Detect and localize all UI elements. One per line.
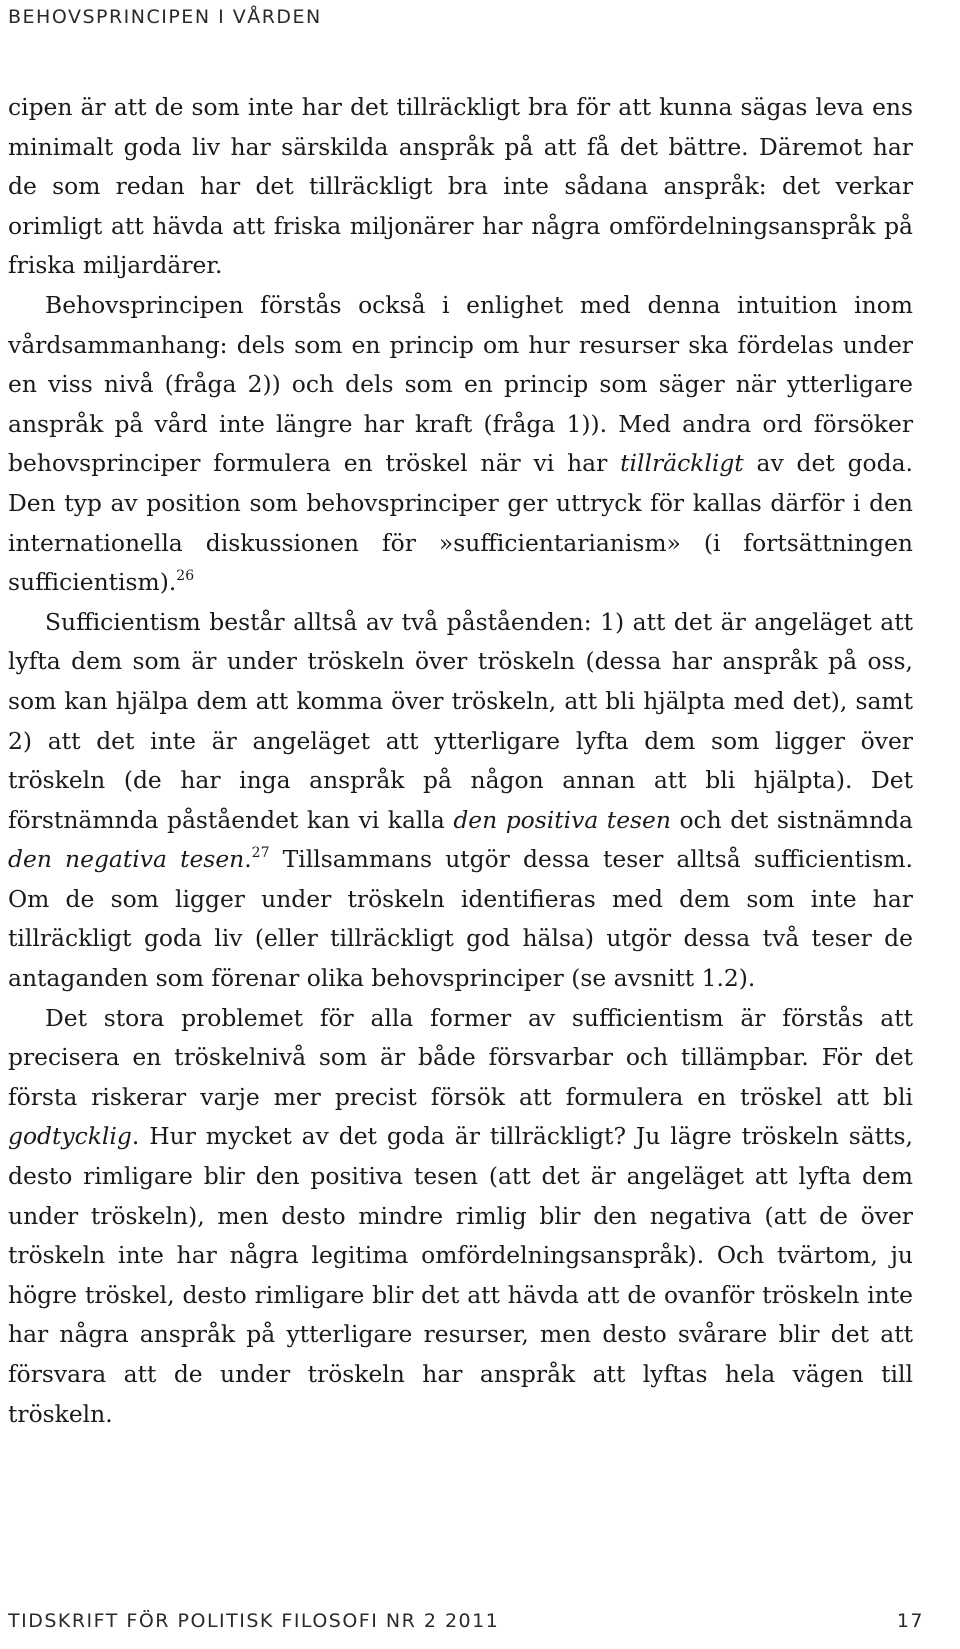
text-span: Tillsammans utgör dessa teser alltså sufficientism. Om de som ligger under tröskeln identifieras med dem som inte har tillräckligt goda liv (eller tillräckligt god hälsa) utgör dessa två teser de antaganden som förenar olika behovsprinciper (se avsnitt 1.2).: [8, 845, 913, 993]
text-span: Det stora problemet för alla former av sufficientism är förstås att precisera en tröskelnivå som är både försvarbar och tillämpbar. För det första riskerar varje mer precist försök att formulera en tröskel att bli: [8, 1003, 913, 1111]
text-span: . Hur mycket av det goda är tillräckligt? Ju lägre tröskeln sätts, desto rimligare blir den positiva tesen (att det är angeläget att lyfta dem under tröskeln), men desto mindre rimlig blir den negativa (att de över tröskeln inte har några legitima omfördelningsanspråk). Och tvärtom, ju högre tröskel, desto rimligare blir det att hävda att de ovanför tröskeln inte har några anspråk på ytterligare resurser, men desto svårare blir det att försvara att de under tröskeln har anspråk att lyftas hela vägen till tröskeln.: [8, 1122, 913, 1428]
page-footer: [8, 1610, 924, 1632]
text-span: Behovsprincipen förstås också i enlighet med denna intuition inom vårdsammanhang: dels som en princip om hur resurser ska fördelas under en viss nivå (fråga 2)) och dels som en princip som säger när ytterligare anspråk på vård inte längre har kraft (fråga 1)). Med andra ord försöker behovsprinciper formulera en tröskel när vi har: [8, 290, 913, 478]
text-span: Sufficientism består alltså av två påståenden: 1) att det är angeläget att lyfta dem som är under tröskeln över tröskeln (dessa har anspråk på oss, som kan hjälpa dem att komma över tröskeln, att bli hjälpta med det), samt 2) att det inte är angeläget att ytterligare lyfta dem som ligger över tröskeln (de har inga anspråk på någon annan att bli hjälpta). Det förstnämnda påståendet kan vi kalla: [8, 607, 913, 834]
paragraph-2: [8, 286, 913, 603]
italic-term: den positiva tesen: [453, 805, 671, 834]
paragraph-4: [8, 999, 913, 1435]
text-span: och det sistnämnda: [670, 805, 913, 834]
footnote-ref-27[interactable]: 27: [251, 845, 270, 862]
paragraph-3: [8, 603, 913, 999]
italic-term: den negativa tesen: [8, 845, 245, 874]
text-span: av det goda. Den typ av position som behovsprinciper ger uttryck för kallas därför i den internationella diskussionen för »sufficientarianism» (i fortsättningen sufficientism).: [8, 449, 913, 597]
paragraph-1: [8, 88, 913, 286]
footnote-ref-26[interactable]: 26: [176, 568, 195, 585]
italic-term: godtycklig: [8, 1122, 132, 1151]
journal-title: TIDSKRIFT FÖR POLITISK FILOSOFI NR 2 2011: [8, 1610, 500, 1632]
text-span: cipen är att de som inte har det tillräckligt bra för att kunna sägas leva ens minimalt goda liv har särskilda anspråk på att få det bättre. Däremot har de som redan har det tillräckligt bra inte sådana anspråk: det verkar orimligt att hävda att friska miljonärer har några omfördelningsanspråk på friska miljardärer.: [8, 93, 913, 280]
text-span: .: [244, 845, 252, 874]
page-number: 17: [896, 1610, 924, 1632]
italic-term: tillräckligt: [620, 449, 744, 478]
body-text: [8, 88, 913, 1434]
running-head: BEHOVSPRINCIPEN I VÅRDEN: [8, 6, 322, 28]
